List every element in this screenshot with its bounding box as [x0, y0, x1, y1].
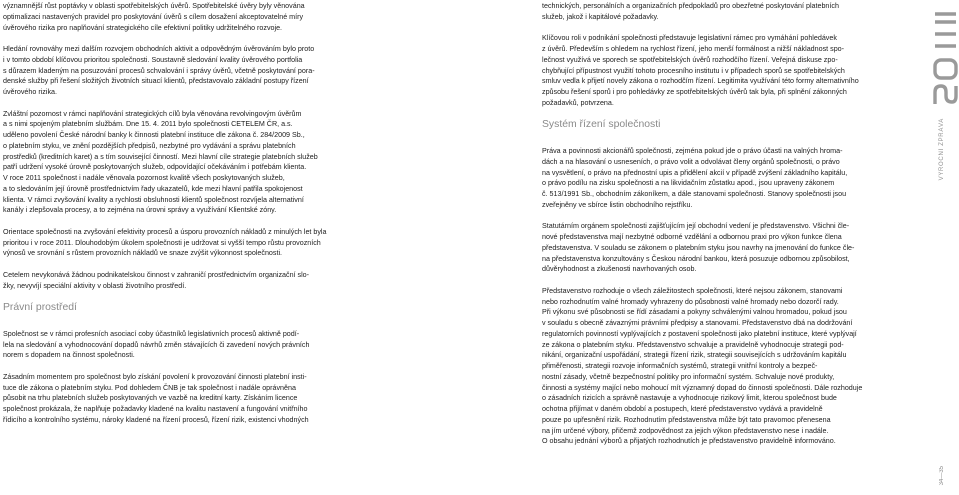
left-paragraph-4 — [3, 227, 330, 259]
text-line: Práva a povinnosti akcionářů společnosti, zejména pokud jde o právo účasti na valných hroma- — [542, 147, 843, 155]
text-line: způsobu řešení sporů i pro pohledávky ze spotřebitelských úvěrů tak byla, při splnění zákonných — [542, 88, 847, 96]
text-line: Orientace společnosti na zvyšování efektivity procesů a úsporu provozních nákladů z minulých let byla — [3, 227, 327, 236]
text-line: kanály i zlepšovala procesy, a to zejména na úrovni správy a využívání Klientské zóny. — [3, 206, 277, 215]
left-paragraph-6 — [3, 329, 330, 361]
text-line: na představenstva konzultovány s Českou národní bankou, která posuzuje odbornou způsobilost, — [542, 254, 850, 263]
text-line: lela na sledování a vyhodnocování dopadů návrhů změn stávajících či zavedení nových právních — [3, 340, 310, 349]
text-line: ze zákona o platebním styku. Představenstvo schvaluje a pravidelně vyhodnocuje strategii pod- — [542, 340, 844, 349]
text-line: požadavků, potvrzena. — [542, 98, 614, 107]
text-line: č. 513/1991 Sb., obchodním zákoníkem, a dále stanovami společnosti. Stanovy společnosti jsou — [542, 190, 847, 198]
text-line: důvěryhodnost a zkušenosti navrhovaných osob. — [542, 265, 697, 274]
text-line: O obsahu jednání výborů a přijatých rozhodnutích je představenstvo pravidelně informováno. — [542, 437, 836, 446]
text-line: činnosti a systémy mající nebo mohoucí mít významný dopad do činnosti společnosti. Dále rozhoduje — [542, 383, 863, 392]
text-line: chybňující přípustnost využití tohoto procesního institutu i v případech sporů se spotřebitelských — [542, 66, 845, 75]
left-column — [3, 1, 330, 426]
text-line: dách a na hlasování o usneseních, o právo volit a odvolávat členy orgánů společnosti, o právo — [542, 157, 840, 166]
text-line: prioritou i v roce 2011. Dlouhodobým úkolem společnosti je udržovat si vyšší tempo růstu provozních — [3, 238, 321, 247]
text-line: o zásadních rizicích a správně nastavuje a vyhodnocuje rizikový limit, kterou společnost bude — [542, 394, 837, 403]
text-line: z úvěrů. Především s ohledem na rychlost řízení, jeho menší formálnost a nižší nákladnost spo- — [542, 45, 845, 53]
text-line: smluv vedla k přijetí novely zákona o rozhodčím řízení. Legitimita využívání této formy alternativního — [542, 77, 859, 86]
text-line: a s nimi spojeným platebním službám. Dne 15. 4. 2011 bylo společnosti CETELEM ČR, a.s. — [3, 120, 293, 129]
left-paragraph-2 — [3, 44, 330, 98]
text-line: optimalizaci nastavených pravidel pro poskytování úvěrů s cílem dosažení akceptovatelné míry — [3, 12, 304, 21]
text-line: Klíčovou roli v podnikání společnosti představuje legislativní rámec pro vymáhání pohledávek — [542, 34, 837, 43]
text-line: s důrazem kladeným na posuzování procesů schvalování i správy úvěrů, včetně poskytování pora- — [3, 66, 315, 75]
text-line: významnější růst poptávky v oblasti spotřebitelských úvěrů. Spotřebitelské úvěry byly věnována — [3, 2, 305, 10]
text-line: nikání, organizační uspořádání, strategii řízení rizik, strategii souvisejících s udržováním kapitálu — [542, 351, 847, 360]
text-line: nebo rozhodnutím valné hromady vyhrazeny do působnosti valné hromady nebo dozorčí rady. — [542, 297, 839, 306]
text-line: regulatorních povinností vyplývajících z postavení společnosti jako platební instituce, které vyplývají — [542, 329, 857, 338]
right-paragraph-5 — [542, 286, 867, 447]
text-line: výnosů ve srovnání s růstem provozních nákladů ve snaze zvýšit výkonnost společnosti. — [3, 249, 283, 258]
text-line: nové představenstva mají nezbytné odborné vzdělání a odbornou praxi pro výkon funkce člena — [542, 233, 842, 241]
section-heading-governance: Systém řízení společnosti — [542, 119, 661, 131]
text-line: Hledání rovnováhy mezi dalším rozvojem obchodních aktivit a odpovědným úvěrováním bylo proto — [3, 45, 315, 53]
text-line: denské služby při řešení složitých životních situací klientů, představovalo základní postupy řízení — [3, 77, 309, 86]
text-line: prostředků (kreditních karet) a s tím související činností. Mezi hlavní cíle strategie platebních služeb — [3, 152, 318, 161]
text-line: o právo podílu na zisku společnosti a na likvidačním zůstatku apod., jsou upraveny zákonem — [542, 179, 835, 188]
text-line: Společnost se v rámci profesních asociací coby účastníků legislativních procesů aktivně podí- — [3, 329, 300, 338]
text-line: na vysvětlení, o právo na přednostní upis a přidělení akcií v případě zvýšení základního kapitálu, — [542, 168, 848, 177]
page-numbers: 34—35 — [939, 466, 945, 486]
right-column — [542, 1, 867, 447]
text-line: úvěrového rizika. — [3, 88, 57, 96]
text-line: a to sledováním její úrovně prostřednictvím řady ukazatelů, kde mezi hlavní patřila spokojenost — [3, 184, 303, 193]
text-line: uděleno povolení České národní banky k činnosti platební instituce dle zákona č. 284/2009 Sb., — [3, 131, 305, 139]
text-line: představenstva. V souladu se zákonem o platebním styku jsou navrhy na jmenování do funkce čle- — [542, 243, 855, 252]
right-paragraph-1 — [542, 1, 867, 23]
text-line: o platebním styku, ve znění pozdějších předpisů, nezbytné pro vydávání a správu platebních — [3, 141, 296, 150]
text-line: žky, nevyvíjí speciální aktivity v oblasti životního prostředí. — [3, 281, 187, 290]
text-line: Statutárním orgánem společnosti zajišťujícím její obchodní vedení je představenstvo. Všichni čle- — [542, 222, 850, 231]
text-line: nostní zásady, včetně bezpečnostní politiky pro informační systém. Schvaluje nové produkty, — [542, 372, 835, 381]
text-line: patří udržení vysoké úrovně poskytovaných služeb, odpovídající očekáváním i potřebám klienta. — [3, 163, 307, 172]
text-line: klienta. V rámci zvyšování kvality a rychlosti obsluhnosti klientů společnost rozvíjela alternativní — [3, 195, 304, 204]
section-heading-legal: Právní prostředí — [3, 302, 77, 313]
text-line: V roce 2011 společnost i nadále věnovala pozornost kvalitě všech poskytovaných služeb, — [3, 174, 285, 182]
left-paragraph-3 — [3, 109, 330, 217]
text-line: Představenstvo rozhoduje o všech záležitostech společnosti, které nejsou zákonem, stanovami — [542, 286, 843, 295]
text-line: norem s dopadem na činnost společnosti. — [3, 351, 135, 360]
text-line: Cetelem nevykonává žádnou podnikatelskou činnost v zahraničí prostřednictvím organizační slo- — [3, 270, 310, 279]
text-line: lečnost využívá ve sporech se spotřebitelských úvěrů rozhodčího řízení. Veřejná diskuse zpo- — [542, 55, 838, 64]
right-paragraph-3 — [542, 146, 867, 211]
text-line: řídicího a kontrolního systému, nároky kladené na řízení procesů, řízení rizik, existenci vhodných — [3, 415, 309, 424]
text-line: Zvláštní pozornost v rámci naplňování strategických cílů byla věnována revolvingovým úvěrům — [3, 109, 302, 118]
text-line: technických, personálních a organizačních předpokladů pro obezřetné poskytování platebních — [542, 2, 839, 10]
right-paragraph-4 — [542, 221, 867, 275]
left-paragraph-5 — [3, 270, 330, 292]
text-line: pouze po upřesnění rizik. Rozhodnutím představenstva může být tato pravomoc přenesena — [542, 415, 831, 424]
right-paragraph-2 — [542, 33, 867, 108]
text-line: i v tomto období klíčovou prioritou společnosti. Soustavně sledování kvality úvěrového portfolia — [3, 55, 303, 64]
annual-report-label: VÝROČNÍ ZPRÁVA — [939, 118, 945, 181]
left-paragraph-7 — [3, 372, 330, 426]
text-line: přiměřenosti, strategii rozvoje informačních systémů, strategii vnitřní kontroly a bezpeč- — [542, 362, 818, 370]
text-line: na jím určené výbory, přičemž zodpovědnost za jejich výkon představenstvo nese i nadále. — [542, 426, 829, 435]
text-line: ochotna přijímat v daném období a postupech, které představenstvo vydává a pravidelně — [542, 405, 823, 413]
text-line: zveřejněny ve sbírce listin obchodního rejstříku. — [542, 200, 693, 209]
text-line: působit na trhu platebních služeb poskytovaných ve vazbě na kreditní karty. Získáním licence — [3, 394, 298, 403]
text-line: v souladu s obecně závaznými právními předpisy a stanovami. Představenstvo dbá na dodržování — [542, 319, 853, 327]
text-line: Při výkonu své působnosti se řídí zásadami a pokyny schválenými valnou hromadou, pokud jsou — [542, 308, 847, 317]
text-line: Zásadním momentem pro společnost bylo získání povolení k provozování činnosti platební insti- — [3, 372, 307, 381]
text-line: společnost prokázala, že naplňuje požadavky kladené na kvalitu nastavení a fungování vnitřního — [3, 405, 308, 413]
year-logo — [930, 0, 958, 115]
text-line: úvěrového rizika pro naplňování strategického cíle efektivní politiky udržitelného rozvoje. — [3, 23, 283, 32]
left-paragraph-1 — [3, 1, 330, 33]
text-line: tuce dle zákona o platebním styku. Pod dohledem ČNB je tak společnost i nadále oprávněna — [3, 383, 296, 392]
text-line: služeb, jakož i kapitálové požadavky. — [542, 12, 659, 21]
